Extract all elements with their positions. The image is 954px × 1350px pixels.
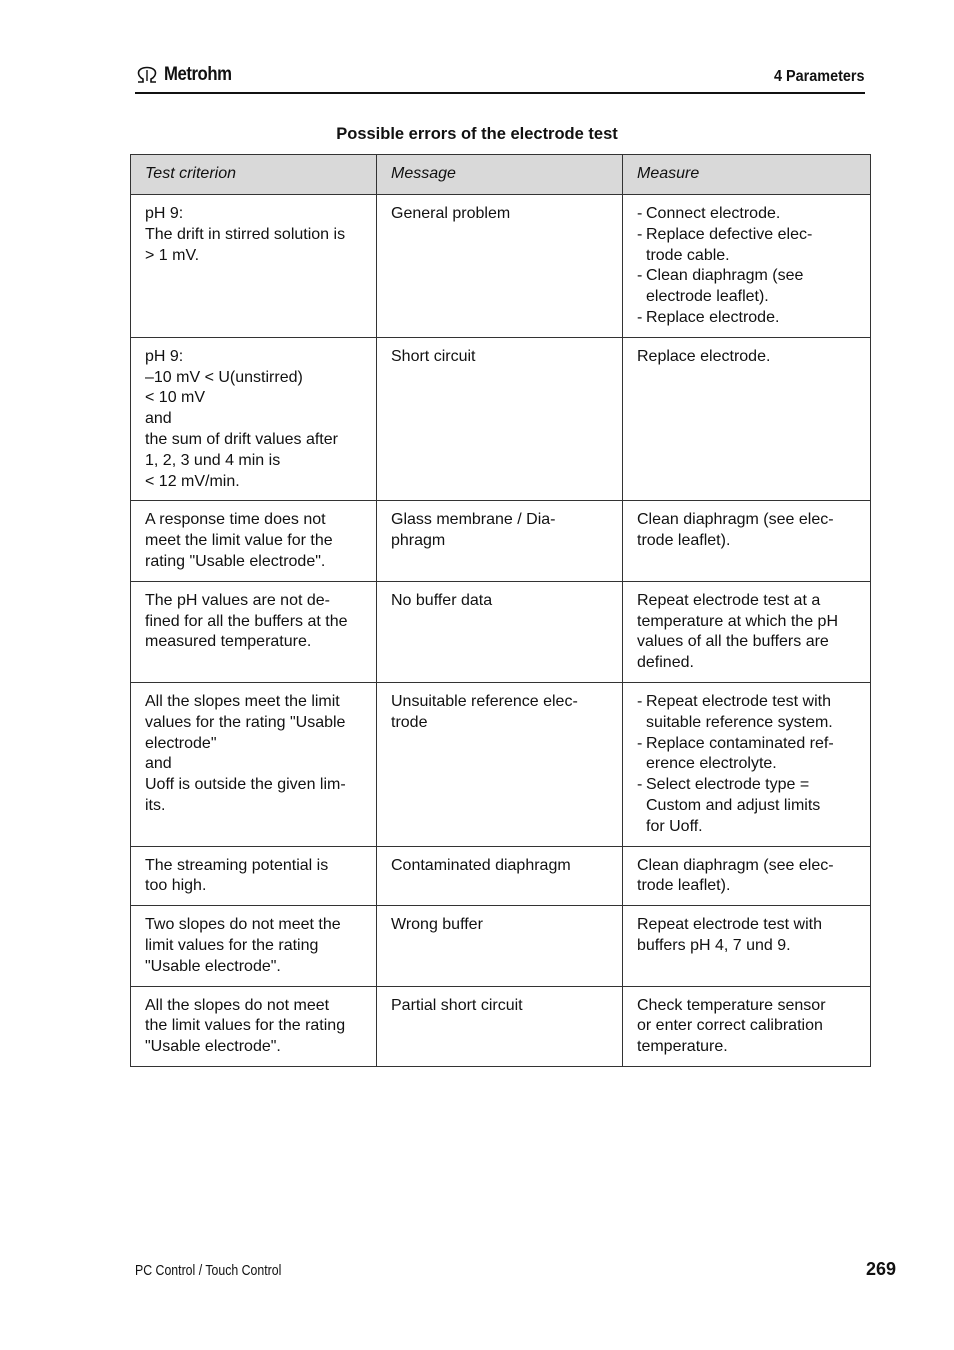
cell-measure	[623, 986, 871, 1066]
cell-test-criterion-text: The pH values are not de- fined for all the buffers at the measured temperature.	[145, 591, 348, 651]
measure-list-item: - Replace contaminated ref- erence electrolyte.	[637, 734, 856, 776]
cell-measure	[623, 906, 871, 986]
cell-measure	[623, 846, 871, 906]
cell-message-text: Short circuit	[391, 347, 476, 365]
cell-test-criterion-text: Two slopes do not meet the limit values for the rating "Usable electrode".	[145, 916, 341, 975]
cell-test-criterion	[131, 501, 377, 581]
omega-logo-icon	[135, 66, 159, 84]
logo-text: Metrohm	[164, 64, 232, 85]
cell-message-text: Unsuitable reference elec- trode	[391, 692, 578, 731]
cell-measure	[623, 501, 871, 581]
table-header-row	[131, 155, 871, 195]
cell-test-criterion-text: A response time does not meet the limit value for the rating "Usable electrode".	[145, 511, 333, 570]
cell-message-text: Partial short circuit	[391, 996, 523, 1014]
measure-list	[637, 204, 856, 329]
cell-message	[377, 906, 623, 986]
chapter-title: 4 Parameters	[774, 68, 865, 85]
cell-test-criterion	[131, 581, 377, 682]
measure-list-item: - Repeat electrode test with suitable reference system.	[637, 692, 856, 734]
cell-message-text: Wrong buffer	[391, 916, 483, 934]
cell-test-criterion-text: pH 9: The drift in stirred solution is > 1 mV.	[145, 205, 346, 264]
table-row	[131, 986, 871, 1066]
metrohm-logo	[135, 64, 241, 86]
table-row	[131, 501, 871, 581]
cell-test-criterion	[131, 337, 377, 501]
measure-list	[637, 692, 856, 838]
cell-message	[377, 337, 623, 501]
cell-message	[377, 195, 623, 338]
measure-list-item: - Replace defective elec- trode cable.	[637, 225, 856, 267]
cell-measure-text: Clean diaphragm (see elec- trode leaflet).	[637, 856, 834, 895]
measure-list-item: - Select electrode type = Custom and adjust limits for Uoff.	[637, 775, 856, 837]
table-body	[131, 195, 871, 1067]
cell-test-criterion-text: pH 9: –10 mV < U(unstirred) < 10 mV and the sum of drift values after 1, 2, 3 und 4 min is < 12 mV/min.	[145, 347, 338, 490]
cell-measure	[623, 195, 871, 338]
table-row	[131, 906, 871, 986]
cell-message	[377, 682, 623, 846]
cell-message-text: General problem	[391, 205, 511, 222]
cell-test-criterion-text: All the slopes do not meet the limit values for the rating "Usable electrode".	[145, 996, 346, 1056]
cell-measure	[623, 337, 871, 501]
header-test-criterion: Test criterion	[131, 155, 377, 195]
header-measure: Measure	[623, 155, 871, 195]
cell-test-criterion	[131, 195, 377, 338]
cell-message-text: Glass membrane / Dia- phragm	[391, 511, 556, 550]
cell-measure	[623, 581, 871, 682]
table-row	[131, 846, 871, 906]
table-row	[131, 581, 871, 682]
cell-measure-text: Check temperature sensor or enter correct calibration temperature.	[637, 996, 826, 1056]
cell-message	[377, 501, 623, 581]
table-row	[131, 195, 871, 338]
cell-measure-text: Clean diaphragm (see elec- trode leaflet).	[637, 511, 834, 550]
cell-test-criterion-text: The streaming potential is too high.	[145, 856, 329, 895]
header-message: Message	[377, 155, 623, 195]
page-header	[135, 62, 865, 94]
measure-list-item: - Connect electrode.	[637, 204, 856, 225]
cell-message	[377, 581, 623, 682]
cell-test-criterion	[131, 986, 377, 1066]
cell-measure-text: Repeat electrode test with buffers pH 4, 7 und 9.	[637, 916, 822, 954]
cell-message-text: Contaminated diaphragm	[391, 856, 571, 874]
table-title: Possible errors of the electrode test	[336, 125, 618, 143]
cell-test-criterion	[131, 682, 377, 846]
page-number: 269	[865, 1259, 896, 1279]
cell-test-criterion	[131, 906, 377, 986]
table-row	[131, 337, 871, 501]
cell-measure-text: Repeat electrode test at a temperature at which the pH values of all the buffers are defined.	[637, 591, 838, 672]
cell-measure-text: Replace electrode.	[637, 347, 771, 365]
measure-list-item: - Clean diaphragm (see electrode leaflet).	[637, 266, 856, 308]
measure-list-item: - Replace electrode.	[637, 308, 856, 329]
table-row	[131, 682, 871, 846]
cell-test-criterion-text: All the slopes meet the limit values for the rating "Usable electrode" and Uoff is outside the given lim- its.	[145, 692, 346, 814]
cell-measure	[623, 682, 871, 846]
cell-test-criterion	[131, 846, 377, 906]
cell-message	[377, 846, 623, 906]
electrode-errors-table	[130, 154, 871, 1067]
footer-product: PC Control / Touch Control	[135, 1263, 282, 1279]
cell-message-text: No buffer data	[391, 591, 493, 609]
cell-message	[377, 986, 623, 1066]
